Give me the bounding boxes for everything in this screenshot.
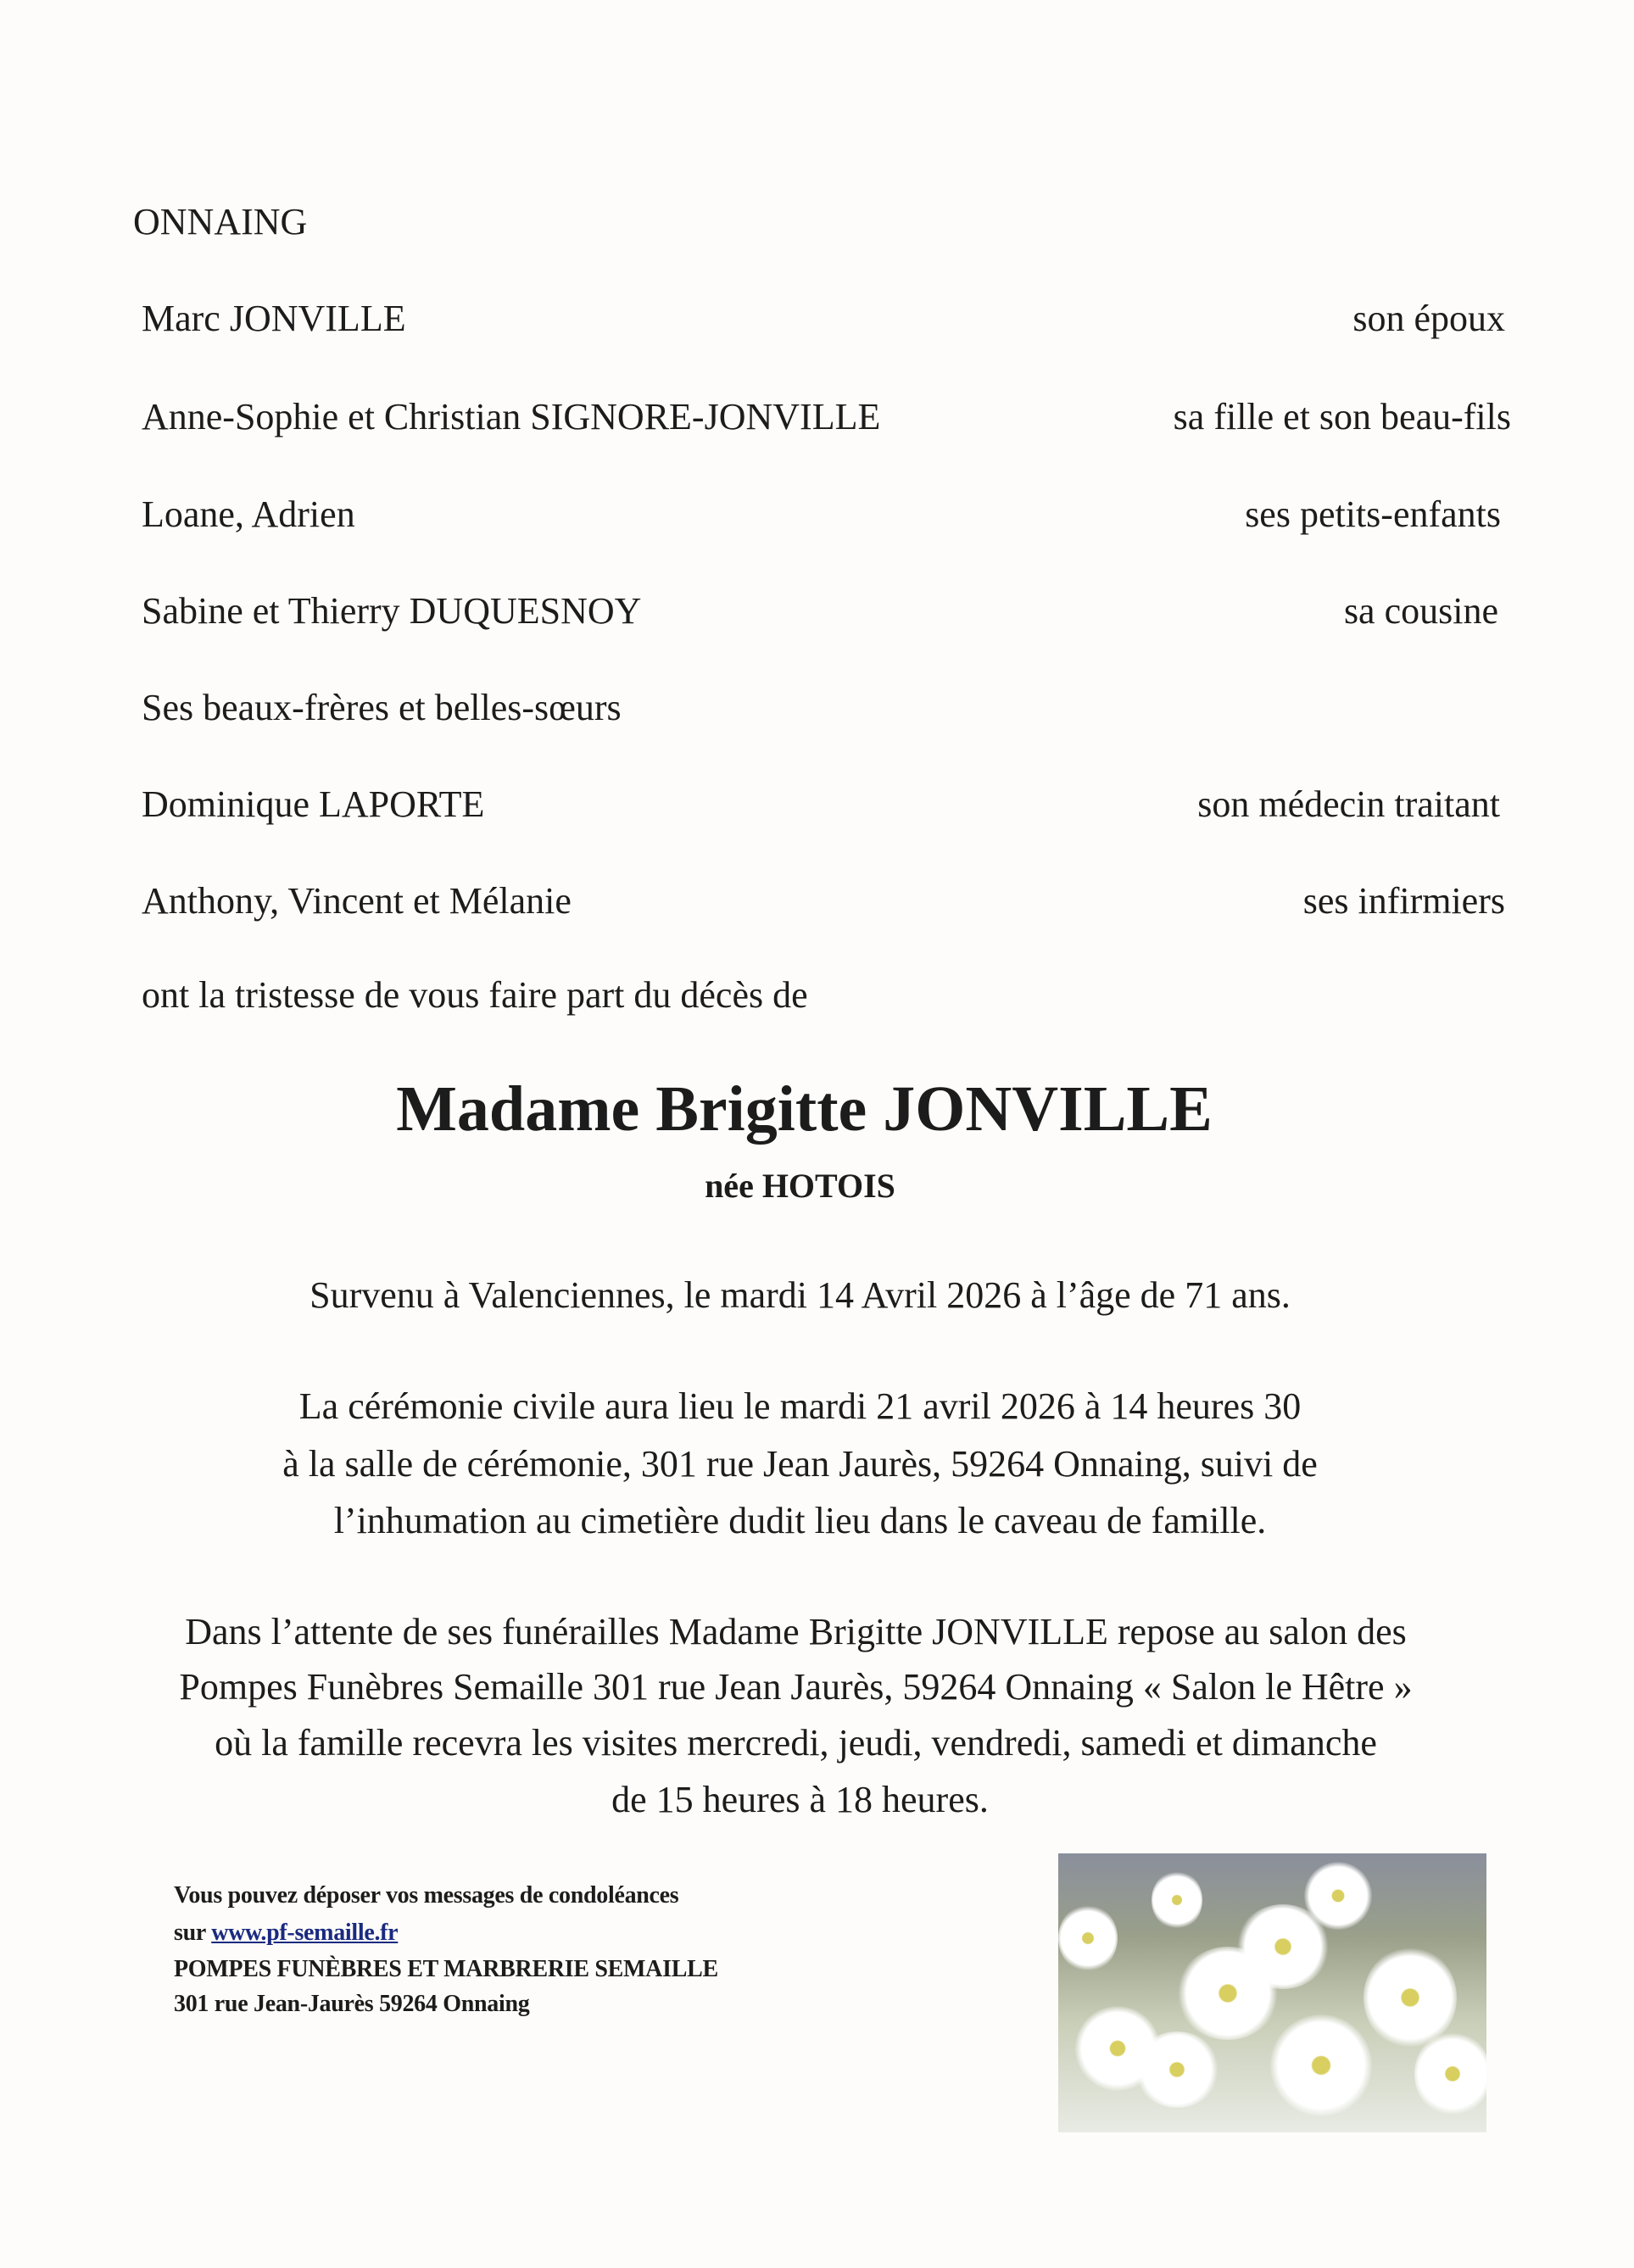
- ceremony-line: à la salle de cérémonie, 301 rue Jean Jaurès, 59264 Onnaing, suivi de: [282, 1443, 1318, 1485]
- family-name: Anne-Sophie et Christian SIGNORE-JONVILLE: [142, 396, 881, 437]
- company-address: 301 rue Jean-Jaurès 59264 Onnaing: [174, 1991, 530, 2017]
- family-name: Ses beaux-frères et belles-sœurs: [142, 687, 622, 728]
- website-link[interactable]: www.pf-semaille.fr: [211, 1920, 399, 1946]
- sur-text: sur: [174, 1920, 212, 1946]
- visits-line: où la famille recevra les visites mercredi, jeudi, vendredi, samedi et dimanche: [215, 1722, 1377, 1764]
- family-name: Loane, Adrien: [142, 493, 355, 535]
- visits-line: Pompes Funèbres Semaille 301 rue Jean Jaurès, 59264 Onnaing « Salon le Hêtre »: [179, 1666, 1413, 1708]
- family-relation: ses petits-enfants: [1245, 493, 1501, 535]
- flowers-image: [1058, 1853, 1486, 2132]
- condolences-link-line: [174, 1920, 398, 1947]
- death-notice: Survenu à Valenciennes, le mardi 14 Avril 2026 à l’âge de 71 ans.: [310, 1274, 1291, 1316]
- family-relation: sa cousine: [1343, 590, 1498, 632]
- announcement-text: ont la tristesse de vous faire part du décès de: [142, 974, 808, 1016]
- ceremony-line: La cérémonie civile aura lieu le mardi 21 avril 2026 à 14 heures 30: [298, 1385, 1302, 1427]
- family-relation: son médecin traitant: [1197, 783, 1500, 825]
- condolences-text: Vous pouvez déposer vos messages de condoléances: [174, 1882, 679, 1909]
- deceased-name: Madame Brigitte JONVILLE: [396, 1073, 1213, 1145]
- family-name: Sabine et Thierry DUQUESNOY: [142, 590, 642, 632]
- visits-line: Dans l’attente de ses funérailles Madame Brigitte JONVILLE repose au salon des: [185, 1611, 1407, 1652]
- maiden-name: née HOTOIS: [705, 1167, 895, 1205]
- family-name: Dominique LAPORTE: [142, 783, 485, 825]
- ceremony-line: l’inhumation au cimetière dudit lieu dans le caveau de famille.: [333, 1500, 1267, 1541]
- visits-line: de 15 heures à 18 heures.: [611, 1779, 989, 1820]
- family-relation: ses infirmiers: [1302, 880, 1505, 922]
- company-name: POMPES FUNÈBRES ET MARBRERIE SEMAILLE: [174, 1956, 718, 1982]
- place-heading: ONNAING: [133, 201, 308, 242]
- family-relation: son époux: [1352, 298, 1505, 339]
- family-name: Anthony, Vincent et Mélanie: [142, 880, 572, 922]
- family-relation: sa fille et son beau-fils: [1173, 396, 1511, 437]
- family-name: Marc JONVILLE: [142, 298, 406, 339]
